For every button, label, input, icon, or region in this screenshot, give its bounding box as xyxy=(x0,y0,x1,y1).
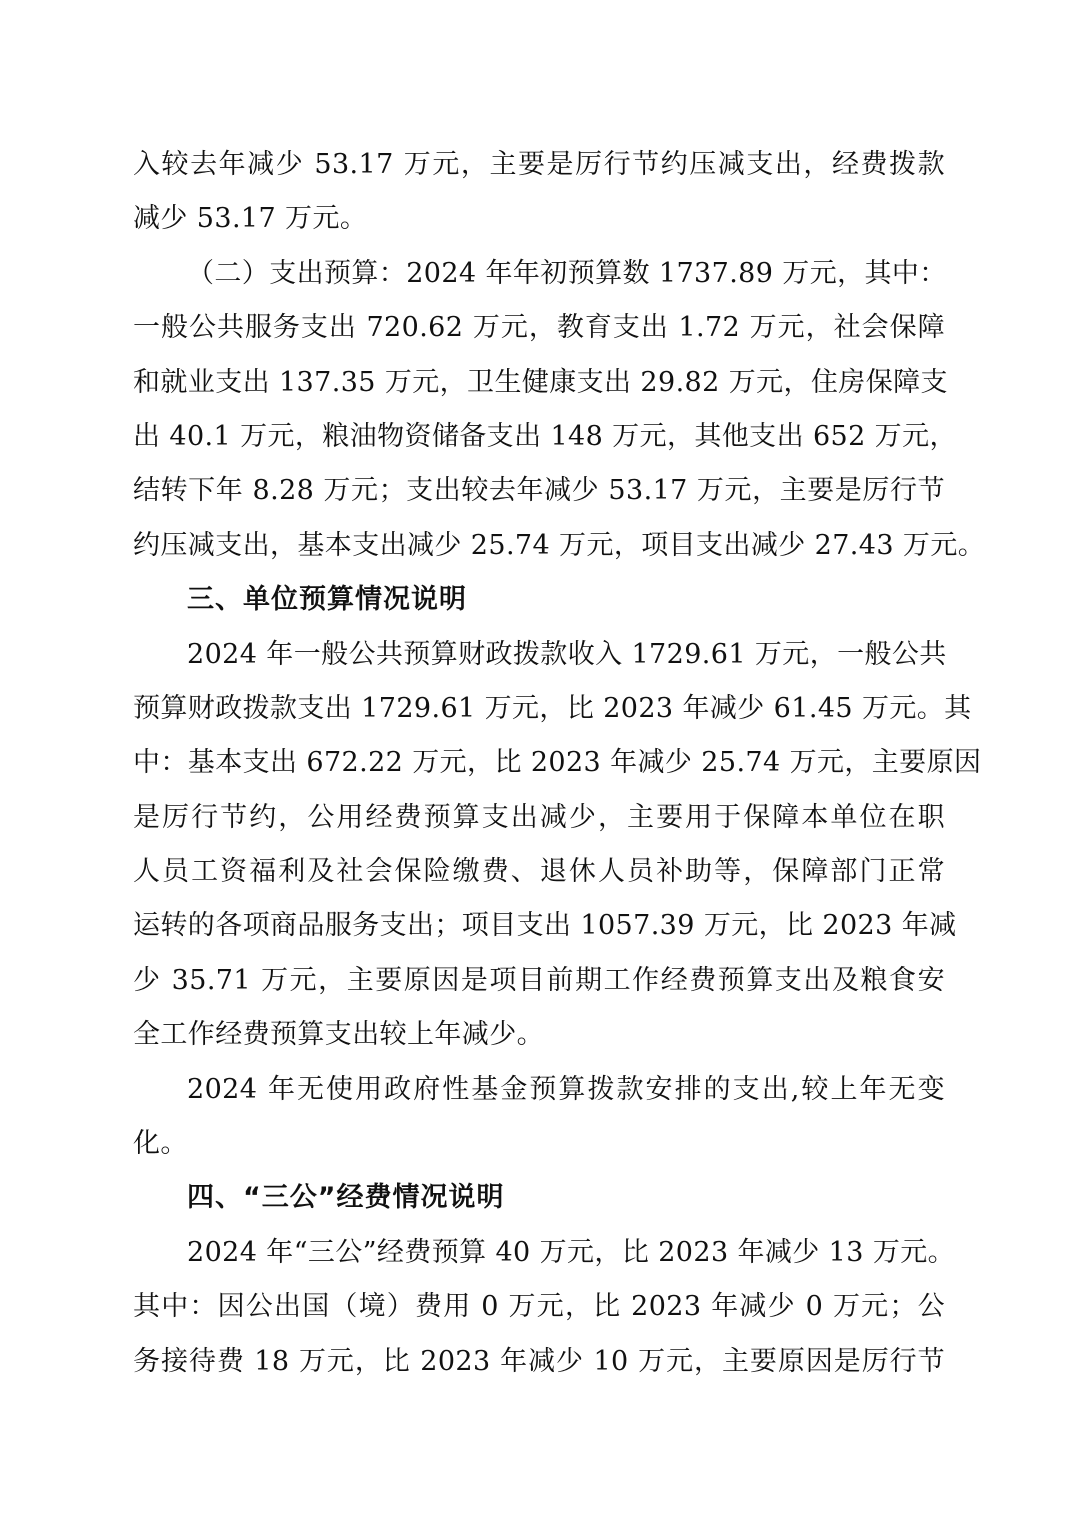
text-line: 2024 年“三公”经费预算 40 万元，比 2023 年减少 13 万元。 xyxy=(187,1236,956,1268)
text-line: 和就业支出 137.35 万元，卫生健康支出 29.82 万元，住房保障支 xyxy=(133,366,948,398)
text-line: 务接待费 18 万元，比 2023 年减少 10 万元，主要原因是厉行节 xyxy=(133,1345,945,1377)
text-line: 运转的各项商品服务支出；项目支出 1057.39 万元，比 2023 年减 xyxy=(133,910,957,942)
text-line: 出 40.1 万元，粮油物资储备支出 148 万元，其他支出 652 万元， xyxy=(133,420,957,452)
section-heading: 三、单位预算情况说明 xyxy=(187,584,467,616)
text-line: 人员工资福利及社会保险缴费、退休人员补助等，保障部门正常 xyxy=(133,856,945,888)
text-line: 入较去年减少 53.17 万元，主要是厉行节约压减支出，经费拨款 xyxy=(133,149,945,180)
text-line: 结转下年 8.28 万元；支出较去年减少 53.17 万元，主要是厉行节 xyxy=(133,475,945,507)
text-line: 化。 xyxy=(133,1128,188,1160)
section-heading: 四、“三公”经费情况说明 xyxy=(187,1182,505,1214)
text-line: 全工作经费预算支出较上年减少。 xyxy=(133,1019,544,1051)
text-line: 预算财政拨款支出 1729.61 万元，比 2023 年减少 61.45 万元。其 xyxy=(133,692,972,724)
text-line: （二）支出预算：2024 年年初预算数 1737.89 万元，其中： xyxy=(187,257,947,289)
text-line: 2024 年一般公共预算财政拨款收入 1729.61 万元，一般公共 xyxy=(187,638,947,670)
text-line: 其中：因公出国（境）费用 0 万元，比 2023 年减少 0 万元；公 xyxy=(133,1291,945,1323)
text-line: 一般公共服务支出 720.62 万元，教育支出 1.72 万元，社会保障 xyxy=(133,312,945,344)
text-line: 2024 年无使用政府性基金预算拨款安排的支出,较上年无变 xyxy=(187,1073,945,1105)
text-line: 少 35.71 万元，主要原因是项目前期工作经费预算支出及粮食安 xyxy=(133,964,945,996)
text-line: 约压减支出，基本支出减少 25.74 万元，项目支出减少 27.43 万元。 xyxy=(133,529,986,561)
document-body xyxy=(133,138,986,1389)
text-line: 中：基本支出 672.22 万元，比 2023 年减少 25.74 万元，主要原因 xyxy=(133,747,982,779)
text-line: 是厉行节约，公用经费预算支出减少，主要用于保障本单位在职 xyxy=(133,801,945,833)
text-line: 减少 53.17 万元。 xyxy=(133,203,368,235)
